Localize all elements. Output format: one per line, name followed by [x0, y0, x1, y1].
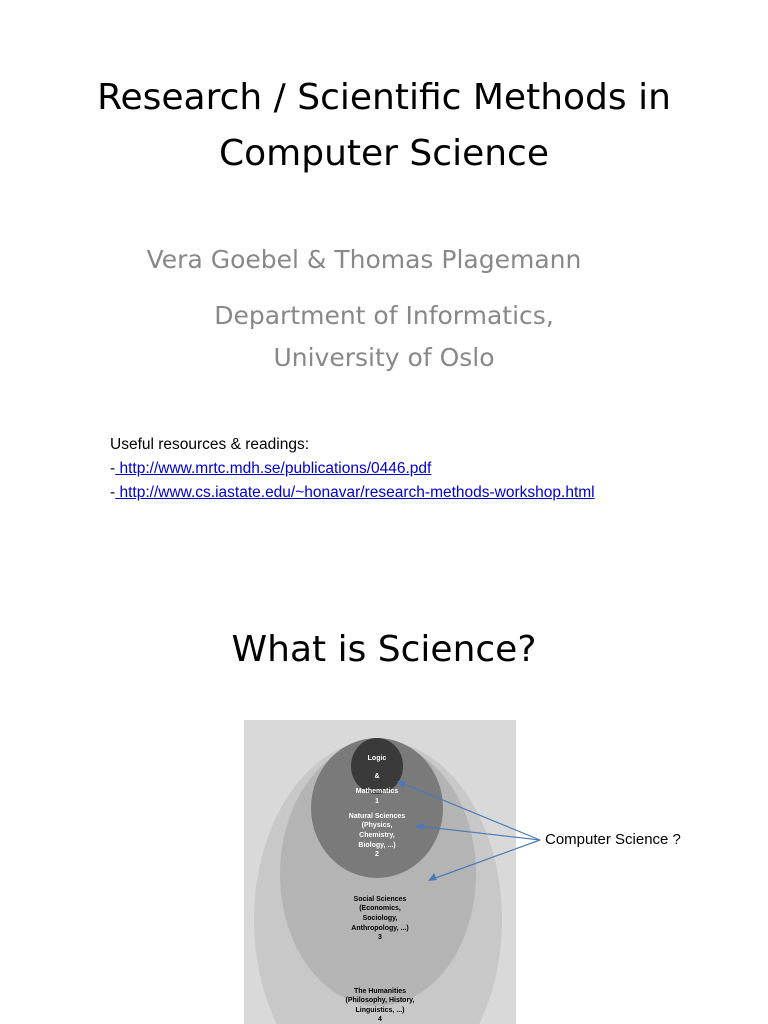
level-1-line-2: & [374, 773, 380, 780]
computer-science-callout: Computer Science ? [545, 831, 681, 848]
level-2-line-4: Biology, ...) [358, 842, 396, 849]
science-hierarchy-diagram [244, 720, 516, 1024]
level-2-line-1: Natural Sciences [348, 813, 406, 820]
resource-bullet: - [110, 460, 116, 477]
level-3-line-3: Sociology, [362, 915, 398, 922]
slide-title-line-1: Research / Scientific Methods in [97, 77, 671, 118]
resource-item [110, 457, 595, 481]
resource-link-iastate[interactable]: http://www.cs.iastate.edu/~honavar/research-methods-workshop.html [115, 484, 595, 501]
level-4-line-2: (Philosophy, History, [345, 997, 415, 1004]
diagram-svg [244, 720, 516, 1024]
level-3-line-4: Anthropology, ...) [351, 925, 409, 932]
affiliation-line-1: Department of Informatics, [214, 301, 554, 330]
resources-list [110, 433, 595, 505]
resource-link-mrtc[interactable]: http://www.mrtc.mdh.se/publications/0446.pdf [115, 460, 432, 477]
level-3-number: 3 [378, 934, 382, 941]
level-4-line-1: The Humanities [353, 988, 407, 995]
section-title: What is Science? [231, 629, 537, 670]
logic-math-ellipse [351, 738, 403, 794]
level-2-number: 2 [375, 851, 379, 858]
authors: Vera Goebel & Thomas Plagemann [146, 245, 582, 274]
level-3-line-2: (Economics, [359, 905, 401, 912]
level-4-line-3: Linguistics, ...) [355, 1007, 405, 1014]
affiliation [0, 295, 768, 379]
level-1-number: 1 [375, 798, 379, 805]
slide-title-line-2: Computer Science [219, 133, 549, 174]
slide-title [0, 70, 768, 182]
resource-item [110, 481, 595, 505]
affiliation-line-2: University of Oslo [273, 343, 495, 372]
level-4-number: 4 [378, 1016, 382, 1023]
level-2-line-2: (Physics, [361, 822, 393, 829]
level-2-line-3: Chemistry, [359, 832, 395, 839]
level-1-line-3: Mathematics [355, 788, 399, 795]
resource-bullet: - [110, 484, 116, 501]
level-3-line-1: Social Sciences [353, 896, 407, 903]
level-1-line-1: Logic [367, 755, 387, 762]
resources-heading: Useful resources & readings: [110, 436, 310, 453]
